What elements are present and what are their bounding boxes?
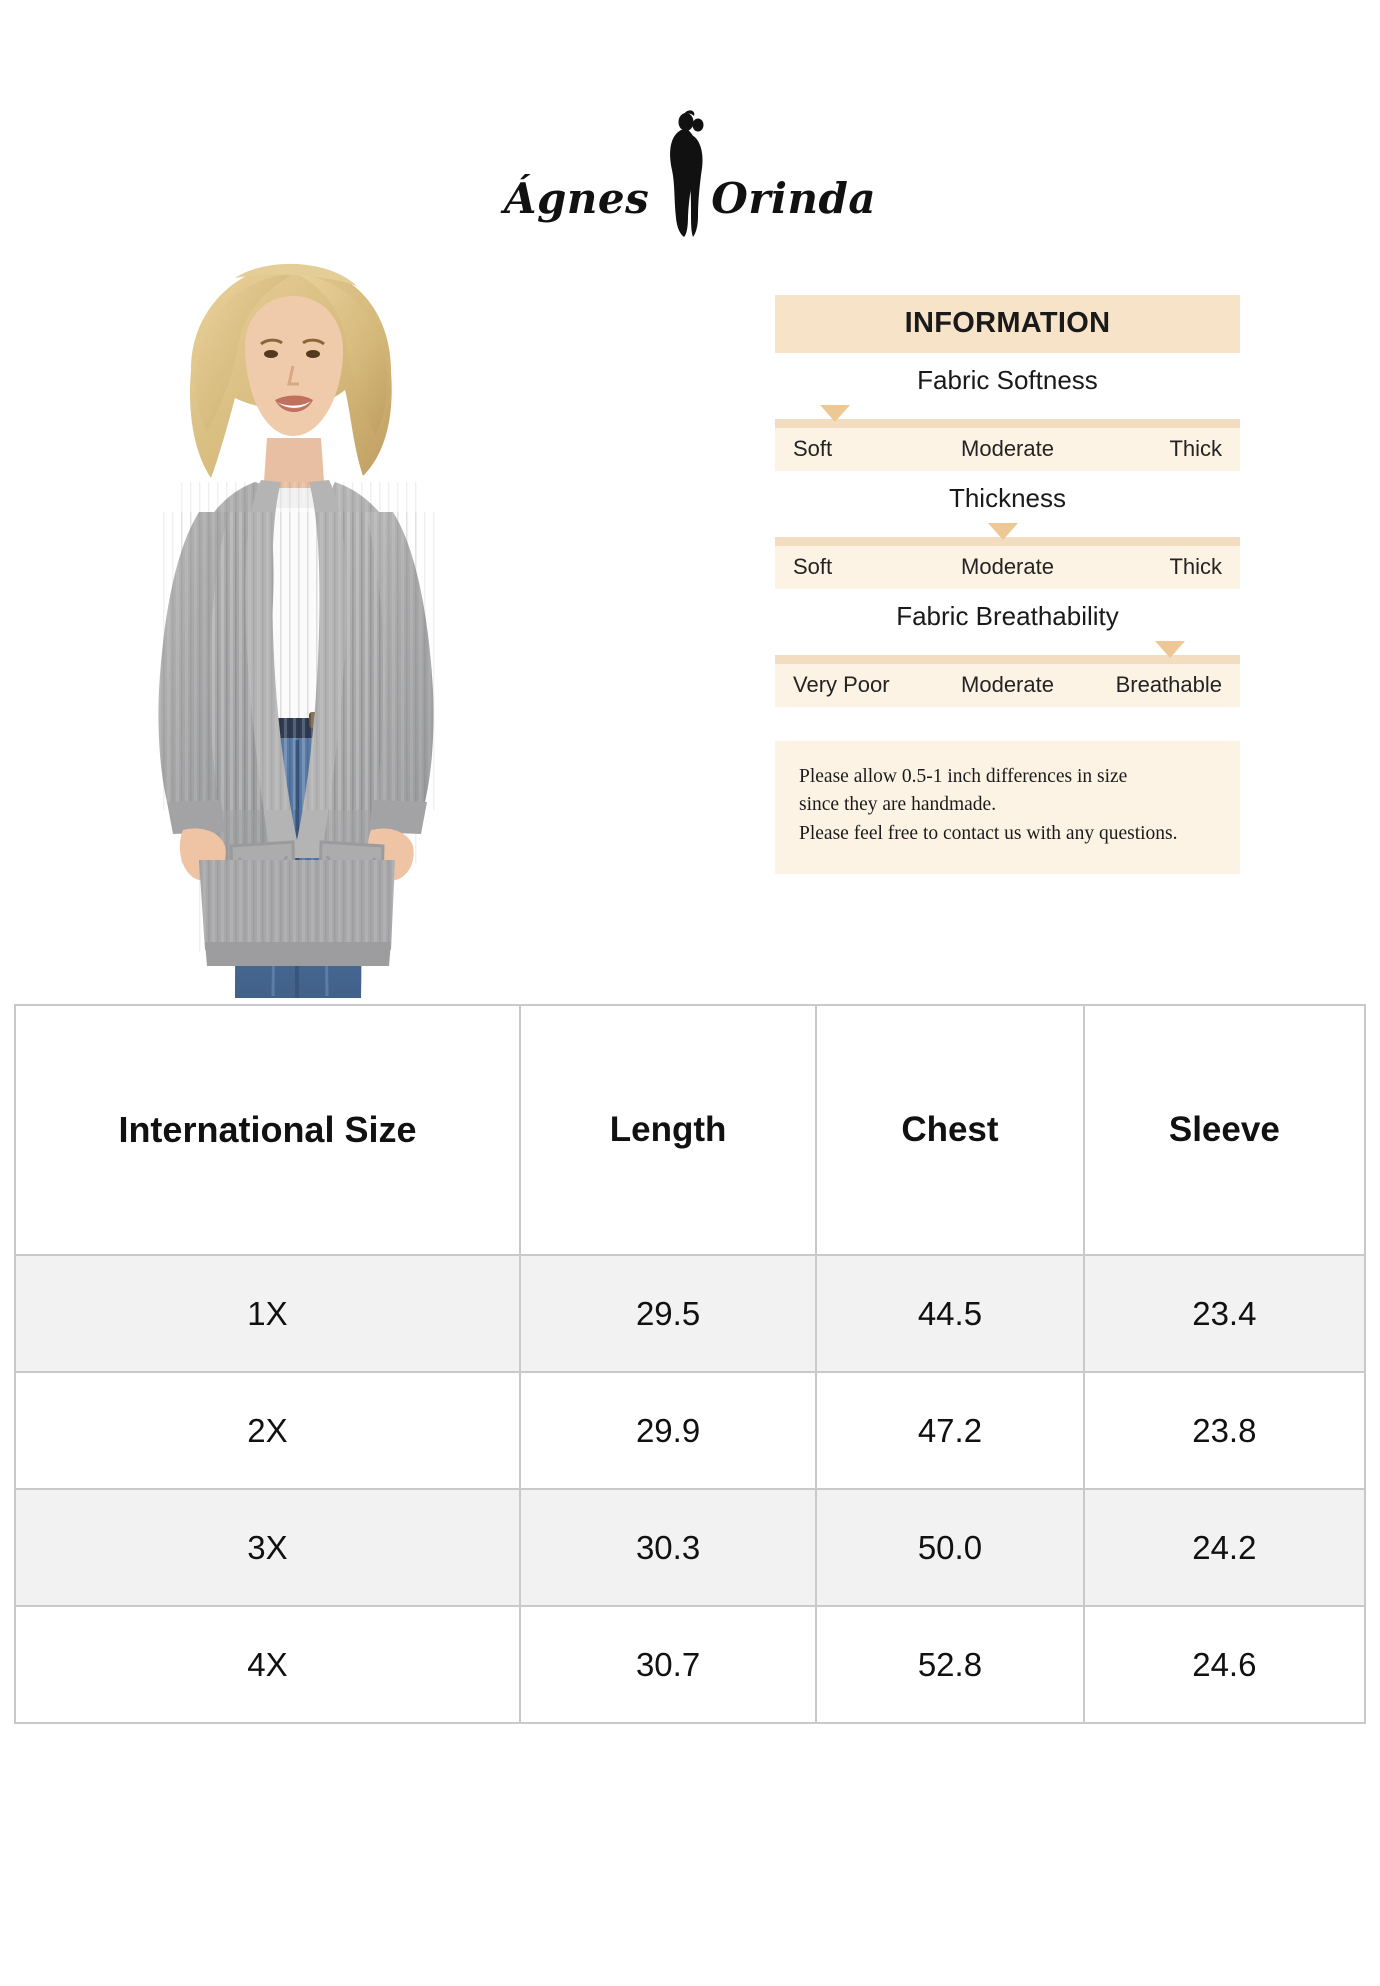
table-row — [15, 1255, 1365, 1372]
meter-title: Fabric Breathability — [896, 601, 1119, 631]
cell-length: 30.3 — [520, 1489, 816, 1606]
cell-sleeve: 24.2 — [1084, 1489, 1365, 1606]
meter-label-low: Very Poor — [793, 672, 890, 697]
meter-labels — [775, 664, 1240, 707]
size-note — [775, 741, 1240, 874]
meter-title: Fabric Softness — [917, 365, 1098, 395]
meter-label-high: Thick — [1169, 554, 1222, 579]
meter-title: Thickness — [948, 483, 1067, 513]
information-header: INFORMATION — [775, 295, 1240, 353]
meter-label-high: Thick — [1169, 436, 1222, 461]
note-line: Please allow 0.5-1 inch differences in size — [799, 766, 1128, 787]
meter-fabric-breathability — [775, 597, 1240, 707]
brand-name-left: Ágnes — [503, 174, 650, 223]
meter-bar-row — [775, 516, 1240, 546]
meter-thickness — [775, 479, 1240, 589]
information-panel — [775, 295, 1240, 874]
note-line: Please feel free to contact us with any questions. — [799, 822, 1178, 844]
cell-size: 1X — [15, 1255, 520, 1372]
brand-logo — [0, 80, 1380, 223]
woman-silhouette-icon — [660, 108, 720, 238]
table-row — [15, 1372, 1365, 1489]
cell-length: 29.5 — [520, 1255, 816, 1372]
meter-label-mid: Moderate — [961, 672, 1054, 697]
cell-chest: 52.8 — [816, 1606, 1083, 1723]
cell-chest: 44.5 — [816, 1255, 1083, 1372]
meter-label-high: Breathable — [1115, 672, 1222, 697]
meter-label-mid: Moderate — [961, 554, 1054, 579]
brand-name-right: Orinda — [711, 174, 877, 223]
cell-sleeve: 23.8 — [1084, 1372, 1365, 1489]
column-header-sleeve: Sleeve — [1084, 1005, 1365, 1255]
meter-bar-row — [775, 634, 1240, 664]
meter-marker-icon — [988, 523, 1018, 540]
cell-sleeve: 23.4 — [1084, 1255, 1365, 1372]
table-row — [15, 1489, 1365, 1606]
cell-length: 30.7 — [520, 1606, 816, 1723]
cell-size: 4X — [15, 1606, 520, 1723]
cell-size: 2X — [15, 1372, 520, 1489]
cell-sleeve: 24.6 — [1084, 1606, 1365, 1723]
note-line: since they are handmade. — [799, 794, 997, 816]
meter-marker-icon — [820, 405, 850, 422]
cell-chest: 47.2 — [816, 1372, 1083, 1489]
meter-labels — [775, 546, 1240, 589]
cell-length: 29.9 — [520, 1372, 816, 1489]
size-chart-table — [14, 1004, 1366, 1724]
cell-size: 3X — [15, 1489, 520, 1606]
column-header-international-size: International Size — [15, 1005, 520, 1255]
meter-label-low: Soft — [793, 554, 833, 579]
meter-bar-row — [775, 398, 1240, 428]
meter-labels — [775, 428, 1240, 471]
meter-label-low: Soft — [793, 436, 833, 461]
table-header-row — [15, 1005, 1365, 1255]
meter-marker-icon — [1155, 641, 1185, 658]
meter-label-mid: Moderate — [961, 436, 1054, 461]
cell-chest: 50.0 — [816, 1489, 1083, 1606]
meter-fabric-softness — [775, 361, 1240, 471]
brand-logo-inner — [503, 174, 877, 223]
model-photo — [95, 250, 525, 1000]
column-header-chest: Chest — [816, 1005, 1083, 1255]
table-row — [15, 1606, 1365, 1723]
column-header-length: Length — [520, 1005, 816, 1255]
